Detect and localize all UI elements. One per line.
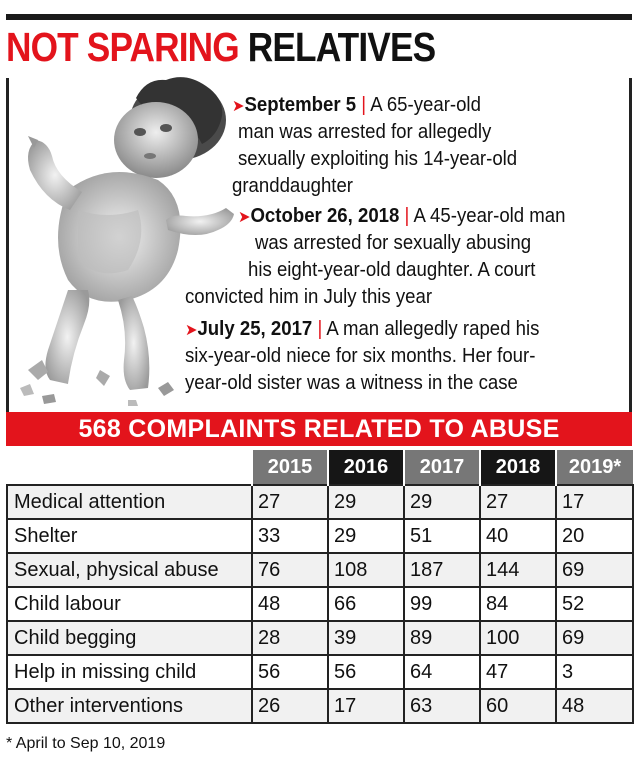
timeline-entry-3 (185, 316, 539, 344)
table-row (7, 553, 633, 587)
cell-value: 26 (252, 689, 328, 723)
separator: | (404, 205, 410, 227)
top-rule (6, 14, 632, 20)
entry-text-line: year-old sister was a witness in the case (185, 372, 518, 394)
entry-text-line: granddaughter (232, 175, 354, 197)
entry-text-line: A 65-year-old (370, 94, 481, 116)
entry-text-line: his eight-year-old daughter. A court (248, 259, 536, 281)
complaints-table (6, 450, 634, 724)
cell-value: 29 (328, 519, 404, 553)
row-label: Sexual, physical abuse (7, 553, 252, 587)
cell-value: 69 (556, 621, 633, 655)
cell-value: 48 (556, 689, 633, 723)
headline-part-black: RELATIVES (247, 24, 436, 70)
entry-date: July 25, 2017 (197, 318, 313, 340)
cell-value: 56 (252, 655, 328, 689)
table-row (7, 587, 633, 621)
arrow-icon: ➤ (238, 209, 251, 226)
cell-value: 39 (328, 621, 404, 655)
cell-value: 20 (556, 519, 633, 553)
entry-text-line: sexually exploiting his 14-year-old (238, 148, 518, 170)
row-label: Child begging (7, 621, 252, 655)
cell-value: 69 (556, 553, 633, 587)
cell-value: 27 (480, 485, 556, 519)
entry-text-line: was arrested for sexually abusing (255, 232, 532, 254)
cell-value: 40 (480, 519, 556, 553)
headline-part-red: NOT SPARING (6, 24, 239, 70)
arrow-icon: ➤ (185, 322, 198, 339)
table-row (7, 621, 633, 655)
entry-date: October 26, 2018 (250, 205, 400, 227)
year-header: 2018 (480, 450, 556, 485)
cell-value: 84 (480, 587, 556, 621)
cell-value: 47 (480, 655, 556, 689)
cell-value: 66 (328, 587, 404, 621)
year-header: 2019* (556, 450, 633, 485)
table-row (7, 655, 633, 689)
cell-value: 187 (404, 553, 480, 587)
row-label: Child labour (7, 587, 252, 621)
complaints-banner: 568 COMPLAINTS RELATED TO ABUSE (6, 412, 632, 446)
cell-value: 52 (556, 587, 633, 621)
year-header: 2015 (252, 450, 328, 485)
entry-text-line: man was arrested for allegedly (238, 121, 492, 143)
cell-value: 28 (252, 621, 328, 655)
cell-value: 100 (480, 621, 556, 655)
row-label: Other interventions (7, 689, 252, 723)
row-label: Help in missing child (7, 655, 252, 689)
row-label: Shelter (7, 519, 252, 553)
table-header-row (7, 450, 633, 485)
cell-value: 56 (328, 655, 404, 689)
cell-value: 51 (404, 519, 480, 553)
footnote: * April to Sep 10, 2019 (6, 735, 166, 752)
cell-value: 108 (328, 553, 404, 587)
timeline-entry-2 (238, 203, 565, 231)
separator: | (317, 318, 323, 340)
cell-value: 76 (252, 553, 328, 587)
entry-text-line: A 45-year-old man (413, 205, 566, 227)
separator: | (361, 94, 367, 116)
cell-value: 63 (404, 689, 480, 723)
cell-value: 89 (404, 621, 480, 655)
headline (6, 24, 435, 71)
table-row (7, 689, 633, 723)
cell-value: 144 (480, 553, 556, 587)
header-blank (7, 450, 252, 485)
entry-text-line: six-year-old niece for six months. Her four- (185, 345, 536, 367)
entry-date: September 5 (244, 94, 357, 116)
cell-value: 27 (252, 485, 328, 519)
cell-value: 29 (404, 485, 480, 519)
table-row (7, 485, 633, 519)
year-header: 2017 (404, 450, 480, 485)
cell-value: 33 (252, 519, 328, 553)
table-row (7, 519, 633, 553)
cell-value: 64 (404, 655, 480, 689)
cell-value: 29 (328, 485, 404, 519)
arrow-icon: ➤ (232, 98, 245, 115)
entry-text-line: convicted him in July this year (185, 286, 433, 308)
year-header: 2016 (328, 450, 404, 485)
cell-value: 17 (556, 485, 633, 519)
cell-value: 17 (328, 689, 404, 723)
cell-value: 3 (556, 655, 633, 689)
row-label: Medical attention (7, 485, 252, 519)
cell-value: 99 (404, 587, 480, 621)
cell-value: 48 (252, 587, 328, 621)
timeline-entry-1 (232, 92, 481, 120)
entry-text-line: A man allegedly raped his (326, 318, 540, 340)
cell-value: 60 (480, 689, 556, 723)
